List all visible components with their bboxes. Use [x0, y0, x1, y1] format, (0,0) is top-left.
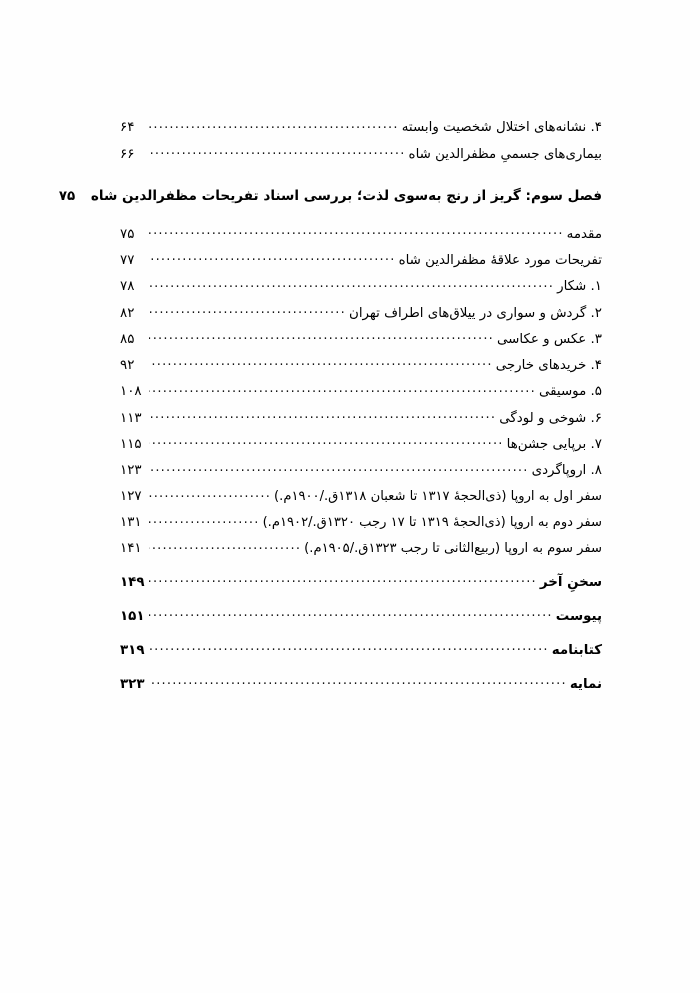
toc-entry[interactable]	[120, 487, 602, 504]
toc-leader-dots	[149, 607, 553, 620]
toc-leader-dots	[149, 573, 537, 586]
toc-entry[interactable]	[120, 461, 602, 478]
toc-entry-title: ۳. عکس و عکاسی	[497, 331, 602, 347]
toc-page-number: ۱۲۳	[120, 463, 142, 479]
toc-leader-dots	[149, 224, 564, 237]
toc-entry-title: ۸. اروپاگردی	[531, 463, 602, 479]
toc-page-number: ۷۷	[120, 252, 135, 268]
toc-page-number: ۳۲۳	[120, 676, 145, 692]
toc-page-number: ۱۴۹	[120, 575, 145, 591]
toc-entry[interactable]	[120, 277, 602, 294]
toc-entry[interactable]	[120, 539, 602, 556]
toc-leader-dots	[149, 251, 396, 264]
toc-leader-dots	[149, 329, 494, 342]
toc-page-number: ۶۶	[120, 146, 135, 162]
toc-page-number: ۸۵	[120, 331, 135, 347]
toc-chapter-entry[interactable]	[120, 573, 602, 590]
toc-chapter-entry[interactable]	[120, 607, 602, 624]
toc-chapter-entry[interactable]	[120, 640, 602, 657]
toc-entry-title: نمایه	[569, 676, 602, 692]
toc-leader-dots	[149, 487, 271, 500]
toc-entry[interactable]	[120, 118, 602, 135]
toc-leader-dots	[149, 539, 301, 552]
toc-entry[interactable]	[120, 435, 602, 452]
toc-entry-title: سفر اول به اروپا (ذی‌الحجۀ ۱۳۱۷ تا شعبان ۱۳۱۸ق./۱۹۰۰م.)	[274, 489, 602, 505]
toc-page-number: ۱۳۱	[120, 515, 142, 531]
toc-entry-title: سخنِ آخر	[539, 575, 602, 591]
toc-page-number: ۷۵	[58, 188, 76, 204]
toc-entry[interactable]	[120, 144, 602, 161]
toc-page-number: ۱۱۵	[120, 437, 142, 453]
toc-entry-title: ۴. خریدهای خارجی	[495, 358, 602, 374]
toc-page-number: ۳۱۹	[120, 642, 145, 658]
toc-page-number: ۱۴۱	[120, 541, 142, 557]
toc-leader-dots	[149, 118, 399, 131]
toc-page-number: ۹۲	[120, 358, 135, 374]
toc-entry[interactable]	[120, 408, 602, 425]
toc-entry-title: ۲. گردش و سواری در ییلاق‌های اطراف تهران	[348, 305, 602, 321]
toc-leader-dots	[149, 408, 496, 421]
toc-entry-title: ۶. شوخی و لودگی	[499, 410, 602, 426]
toc-entry-title: سفر دوم به اروپا (ذی‌الحجۀ ۱۳۱۹ تا ۱۷ رجب ۱۳۲۰ق./۱۹۰۲م.)	[262, 515, 602, 531]
toc-entry-title: سفر سوم به اروپا (ربیع‌الثانی تا رجب ۱۳۲۳ق./۱۹۰۵م.)	[304, 541, 602, 557]
toc-entry[interactable]	[120, 303, 602, 320]
toc-entry[interactable]	[120, 251, 602, 268]
toc-entry[interactable]	[120, 329, 602, 346]
toc-leader-dots	[149, 382, 536, 395]
toc-entry-title: فصل سوم: گریز از رنج به‌سوی لذت؛ بررسی اسناد تفریحات مظفرالدین شاه	[90, 187, 602, 204]
toc-entry-title: مقدمه	[566, 226, 602, 242]
toc-entry-title: ۴. نشانه‌های اختلال شخصیت وابسته	[401, 120, 602, 136]
toc-leader-dots	[149, 435, 504, 448]
toc-leader-dots	[149, 277, 554, 290]
toc-entry-title: ۷. برپایی جشن‌ها	[506, 437, 602, 453]
toc-entry-title: پیوست	[555, 608, 602, 624]
toc-entry-title: کتابنامه	[551, 642, 602, 658]
toc-entry[interactable]	[120, 382, 602, 399]
toc-leader-dots	[149, 640, 549, 653]
toc-page-number: ۶۴	[120, 120, 135, 136]
toc-page-number: ۷۵	[120, 226, 135, 242]
toc-chapter-entry[interactable]	[120, 674, 602, 691]
toc-leader-dots	[149, 144, 406, 157]
toc-chapter-entry[interactable]	[58, 186, 602, 204]
toc-leader-dots	[149, 303, 346, 316]
toc-page-number: ۷۸	[120, 279, 135, 295]
toc-entry-title: تفریحات مورد علاقۀ مظفرالدین شاه	[398, 252, 602, 268]
toc-leader-dots	[149, 513, 260, 526]
toc-page-number: ۱۵۱	[120, 608, 145, 624]
table-of-contents	[58, 118, 602, 708]
toc-leader-dots	[149, 674, 567, 687]
toc-entry-title: بیماری‌های جسمیِ مظفرالدین شاه	[408, 146, 602, 162]
toc-page-number: ۱۱۳	[120, 410, 142, 426]
toc-page-number: ۱۰۸	[120, 384, 142, 400]
toc-leader-dots	[149, 461, 529, 474]
toc-entry[interactable]	[120, 356, 602, 373]
toc-page-number: ۱۲۷	[120, 489, 142, 505]
toc-page-number: ۸۲	[120, 305, 135, 321]
toc-entry[interactable]	[120, 224, 602, 241]
toc-leader-dots	[149, 356, 493, 369]
toc-entry-title: ۵. موسیقی	[538, 384, 602, 400]
toc-entry[interactable]	[120, 513, 602, 530]
toc-entry-title: ۱. شکار	[557, 279, 602, 295]
